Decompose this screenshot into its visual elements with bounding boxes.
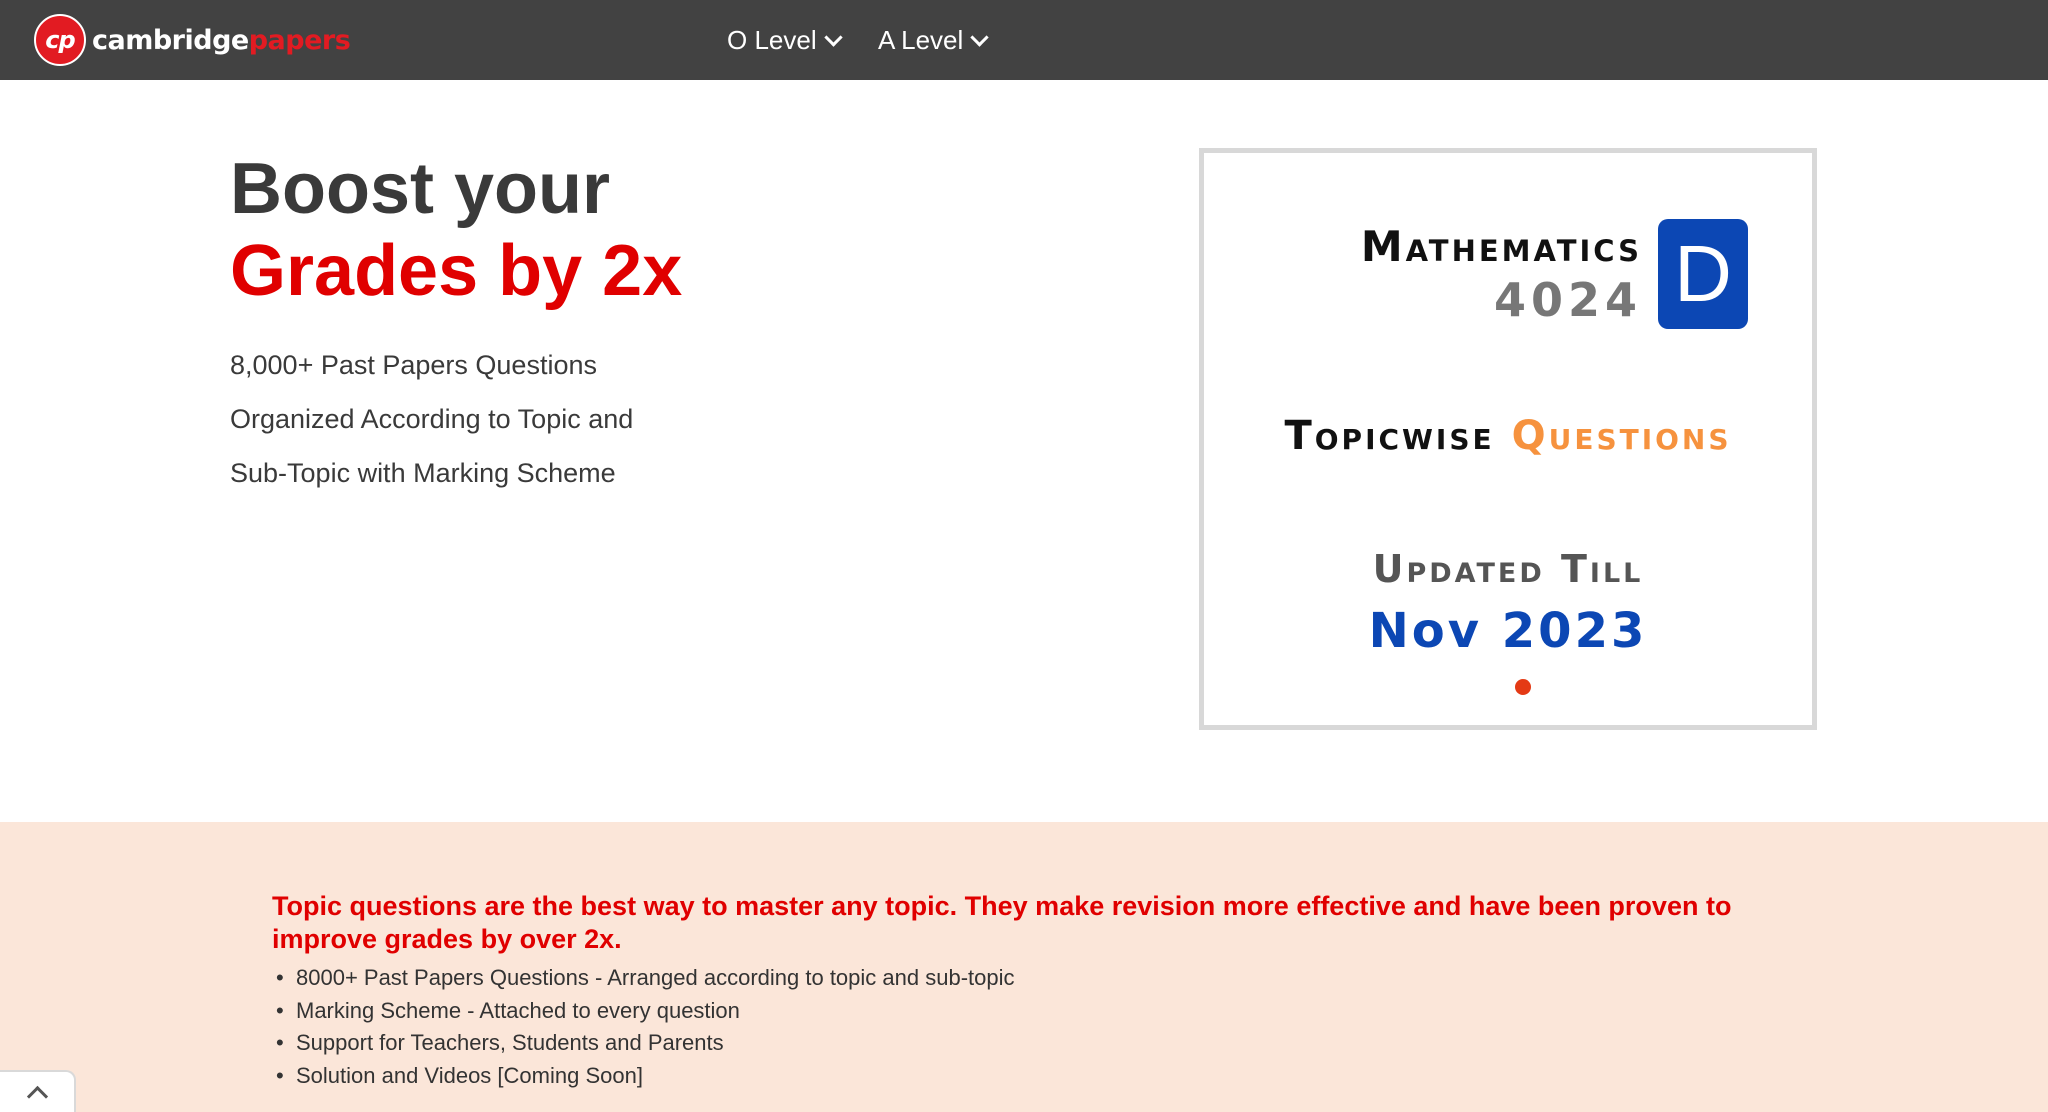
site-logo[interactable] [34,13,350,67]
chevron-down-icon [824,28,842,46]
menu-a-level-label: A Level [878,24,964,55]
feature-list-item: • Solution and Videos [Coming Soon] [272,1060,1015,1093]
menu-o-level-label: O Level [727,24,817,55]
promo-card[interactable] [1199,148,1817,730]
feature-list [272,962,1015,1092]
questions-word: Questions [1511,413,1732,459]
subject-title [1361,221,1642,327]
feature-list-item: • Marking Scheme - Attached to every question [272,995,1015,1028]
info-banner [0,822,2048,1112]
logo-text-white: cambridge [92,24,249,56]
subject-letter-badge: D [1658,219,1748,329]
logo-badge: cp [34,14,86,66]
menu-o-level[interactable] [727,0,840,80]
hero-subtitle [230,338,633,500]
hero-title-line1: Boost your [230,149,611,229]
hero-subtitle-line: Organized According to Topic and [230,404,634,434]
subject-code: 4024 [1493,273,1642,327]
carousel-indicator-dot[interactable] [1515,679,1531,695]
feature-list-item: • Support for Teachers, Students and Parents [272,1027,1015,1060]
hero-subtitle-line: Sub-Topic with Marking Scheme [230,458,616,488]
chevron-down-icon [971,28,989,46]
scroll-to-top-button[interactable] [0,1070,76,1112]
feature-list-item: • 8000+ Past Papers Questions - Arranged according to topic and sub-topic [272,962,1015,995]
hero-title [230,148,682,312]
logo-wordmark [92,25,350,56]
topicwise-word: Topicwise [1284,413,1495,459]
logo-text-red: papers [248,24,351,56]
top-navbar [0,0,2048,80]
updated-date: Nov 2023 [1368,603,1648,659]
subject-name: Mathematics [1360,222,1642,271]
updated-till-label: Updated Till [1372,547,1644,591]
banner-headline: Topic questions are the best way to master any topic. They make revision more effective and have been proven to improve grades by over 2x. [272,891,1732,954]
hero-subtitle-line: 8,000+ Past Papers Questions [230,350,597,380]
hero-title-line2: Grades by 2x [230,231,683,311]
menu-a-level[interactable] [878,0,986,80]
topicwise-questions-label [1204,413,1812,459]
chevron-up-icon [26,1085,47,1106]
